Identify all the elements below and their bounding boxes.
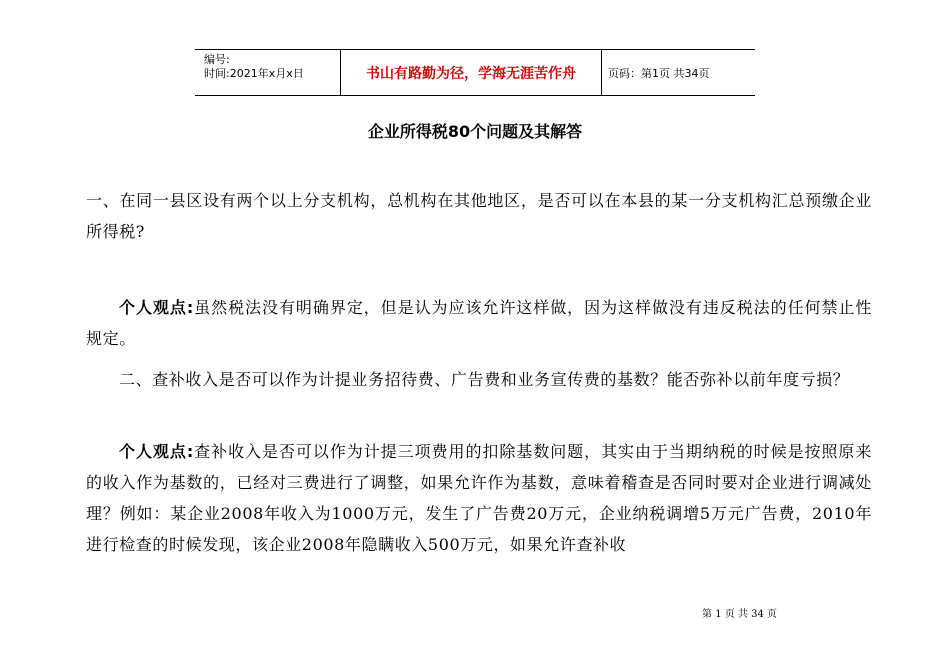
answer-1-text: 虽然税法没有明确界定，但是认为应该允许这样做，因为这样做没有违反税法的任何禁止性规定。 bbox=[86, 298, 872, 348]
header-page-info: 页码：第1页 共34页 bbox=[608, 66, 710, 80]
document-title: 企业所得税80个问题及其解答 bbox=[367, 122, 583, 141]
header-meta bbox=[195, 50, 340, 95]
header-motto: 书山有路勤为径，学海无涯苦作舟 bbox=[340, 50, 602, 95]
serial-label: 编号: bbox=[204, 53, 230, 66]
answer-1-label: 个人观点: bbox=[119, 298, 194, 317]
date-label: 时间:2021年x月x日 bbox=[204, 67, 304, 80]
answer-2-label: 个人观点: bbox=[119, 442, 194, 461]
answer-2 bbox=[86, 436, 872, 560]
answer-2-text: 查补收入是否可以作为计提三项费用的扣除基数问题，其实由于当期纳税的时候是按照原来的收入作为基数的，已经对三费进行了调整，如果允许作为基数，意味着稽查是否同时要对企业进行调减处理？例如：某企业2008年收入为1000万元，发生了广告费20万元，企业纳税调增5万元广告费，2010年进行检查的时候发现，该企业2008年隐瞒收入500万元，如果允许查补收 bbox=[86, 442, 872, 554]
question-2: 二、查补收入是否可以作为计提业务招待费、广告费和业务宣传费的基数？能否弥补以前年度亏损？ bbox=[119, 370, 850, 389]
page-footer: 第 1 页 共 34 页 bbox=[702, 609, 777, 620]
page-header bbox=[195, 49, 755, 96]
question-1: 一、在同一县区设有两个以上分支机构，总机构在其他地区，是否可以在本县的某一分支机构汇总预缴企业所得税? bbox=[86, 191, 872, 241]
answer-1 bbox=[86, 292, 872, 354]
